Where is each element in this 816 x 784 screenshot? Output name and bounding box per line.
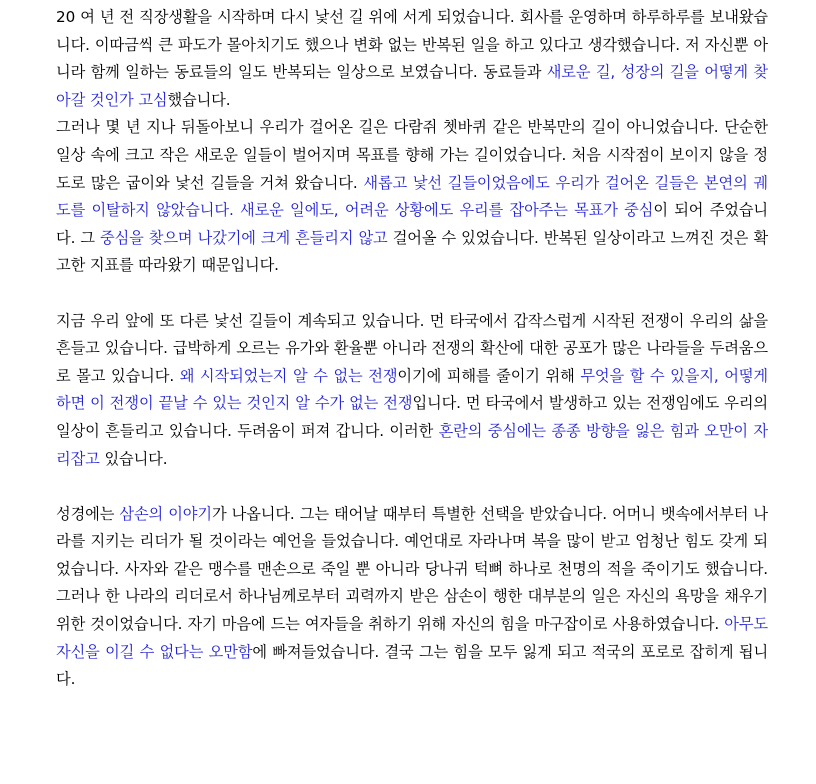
text-segment: 있습니다.	[99, 449, 168, 468]
highlighted-text: 무엇을 할 수 있을지, 어떻게 하면 이 전쟁이 끝날 수 있는 것인지 알 수가 없는 전쟁	[56, 366, 768, 413]
paragraph-samson	[56, 501, 768, 694]
highlighted-text: 혼란의 중심에는 종종 방향을 잃은 힘과 오만이 자리잡고	[56, 421, 768, 468]
text-segment: 입니다. 먼 타국에서 발생하고 있는 전쟁임에도 우리의 일상이 흔들리고 있습니다. 두려움이 퍼져 갑니다. 이러한	[56, 394, 768, 440]
document-body	[56, 4, 768, 694]
text-segment: 에 빠져들었습니다. 결국 그는 힘을 모두 잃게 되고 적국의 포로로 잡히게 됩니다.	[56, 642, 769, 689]
highlighted-text: 새롭고 낯선 길들이었음에도 우리가 걸어온 길들은 본연의 궤도를 이탈하지 않았습니다. 새로운 일에도, 어려운 상황에도 우리를 잡아주는 목표가 중심	[56, 173, 769, 220]
text-segment: 이기에 피해를 줄이기 위해	[397, 366, 581, 385]
paragraph-looking-back	[56, 114, 768, 280]
text-segment: 이 되어 주었습니다. 그	[56, 201, 768, 247]
highlighted-text: 삼손의 이야기	[119, 504, 212, 523]
highlighted-text: 아무도 자신을 이길 수 없다는 오만함	[56, 615, 768, 661]
text-segment: 20 여 년 전 직장생활을 시작하며 다시 낯선 길 위에 서게 되었습니다. 회사를 운영하며 하루하루를 보내왔습니다. 이따금씩 큰 파도가 몰아치기도 했으나 변화 없는 반복된 일을 하고 있다고 생각했습니다. 저 자신뿐 아니라 함께 일하는 동료들의 일도 반복되는 일상으로 보였습니다. 동료들과	[56, 8, 768, 82]
highlighted-text: 중심을 찾으며 나갔기에 크게 흔들리지 않고	[100, 228, 388, 247]
paragraph-war	[56, 308, 768, 474]
text-segment: 성경에는	[56, 504, 120, 523]
text-segment: 걸어올 수 있었습니다. 반복된 일상이라고 느껴진 것은 확고한 지표를 따라왔기 때문입니다.	[56, 228, 769, 275]
highlighted-text: 왜 시작되었는지 알 수 없는 전쟁	[179, 366, 398, 385]
text-segment: 그러나 몇 년 지나 뒤돌아보니 우리가 걸어온 길은 다람쥐 쳇바퀴 같은 반복만의 길이 아니었습니다. 단순한 일상 속에 크고 작은 새로운 일들이 벌어지며 목표를 향해 가는 길이었습니다. 처음 시작점이 보이지 않을 정도로 많은 굽이와 낯선 길들을 거쳐 왔습니다.	[56, 118, 768, 192]
paragraph-spacer	[56, 473, 768, 501]
paragraph-spacer	[56, 280, 768, 308]
paragraph-career	[56, 4, 768, 114]
text-segment: 했습니다.	[167, 90, 231, 109]
highlighted-text: 새로운 길, 성장의 길을 어떻게 찾아갈 것인가 고심	[56, 63, 768, 109]
text-segment: 지금 우리 앞에 또 다른 낯선 길들이 계속되고 있습니다. 먼 타국에서 갑작스럽게 시작된 전쟁이 우리의 삶을 흔들고 있습니다. 급박하게 오르는 유가와 환율뿐 아니라 전쟁의 확산에 대한 공포가 많은 나라들을 두려움으로 몰고 있습니다.	[56, 311, 768, 385]
text-segment: 가 나옵니다. 그는 태어날 때부터 특별한 선택을 받았습니다. 어머니 뱃속에서부터 나라를 지키는 리더가 될 것이라는 예언을 들었습니다. 예언대로 자라나며 복을 많이 받고 엄청난 힘도 갖게 되었습니다. 사자와 같은 맹수를 맨손으로 죽일 뿐 아니라 당나귀 턱뼈 하나로 천명의 적을 죽이기도 했습니다. 그러나 한 나라의 리더로서 하나님께로부터 괴력까지 받은 삼손이 행한 대부분의 일은 자신의 욕망을 채우기 위한 것이었습니다. 자기 마음에 드는 여자들을 취하기 위해 자신의 힘을 마구잡이로 사용하였습니다.	[56, 504, 768, 634]
